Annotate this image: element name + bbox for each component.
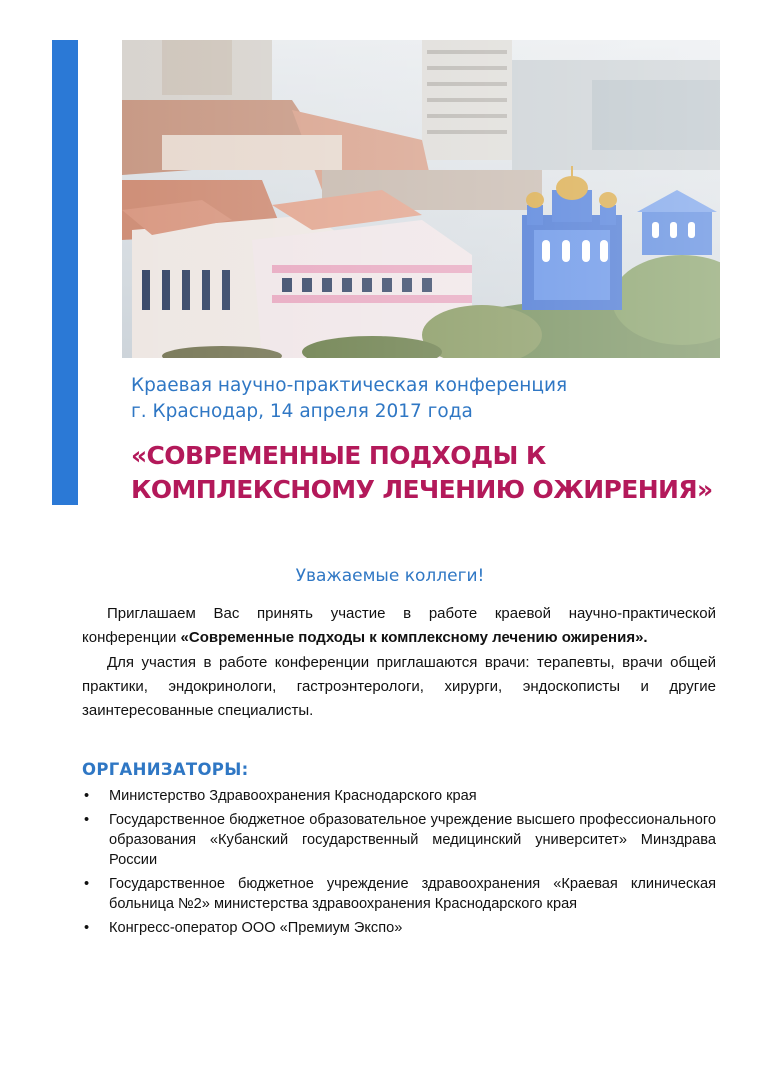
invitation-paragraph [82,602,716,650]
organizer-item [82,810,716,870]
bullet-icon: • [84,876,90,892]
invitation-conference-name: «Современные подходы к комплексному лечению ожирения». [180,629,648,646]
organizer-item [82,918,716,938]
organizer-item [82,874,716,914]
audience-paragraph: Для участия в работе конференции приглашаются врачи: терапевты, врачи общей практики, эндокринологи, гастроэнтерологи, хирурги, эндоскописты и другие заинтересованные специалисты. [82,654,716,719]
bullet-icon: • [84,920,90,936]
organizer-item [82,786,716,806]
bullet-icon: • [84,788,90,804]
hero-city-illustration [122,40,720,358]
greeting: Уважаемые коллеги! [295,566,485,586]
conference-place-date: г. Краснодар, 14 апреля 2017 года [131,401,473,422]
bullet-icon: • [84,812,90,828]
conference-type: Краевая научно-практическая конференция [131,375,568,396]
organizer-text: Государственное бюджетное образовательное учреждение высшего профессионального образования «Кубанский государственный медицинский университет» Минздрава России [109,812,716,868]
organizer-text: Государственное бюджетное учреждение здравоохранения «Краевая клиническая больница №2» министерства здравоохранения Краснодарского края [109,876,716,912]
invitation-text: Приглашаем Вас принять участие в работе краевой научно-практической конференции [82,605,716,646]
organizers-list [82,786,716,942]
accent-bar [52,40,78,505]
organizer-text: Министерство Здравоохранения Краснодарского края [109,788,477,804]
title-line-2: КОМПЛЕКСНОМУ ЛЕЧЕНИЮ ОЖИРЕНИЯ» [131,475,713,504]
organizers-heading: ОРГАНИЗАТОРЫ: [82,760,249,779]
title-line-1: «СОВРЕМЕННЫЕ ПОДХОДЫ К [131,441,546,470]
conference-title [131,439,751,507]
city-illustration-svg [122,40,720,358]
organizer-text: Конгресс-оператор ООО «Премиум Экспо» [109,920,403,936]
